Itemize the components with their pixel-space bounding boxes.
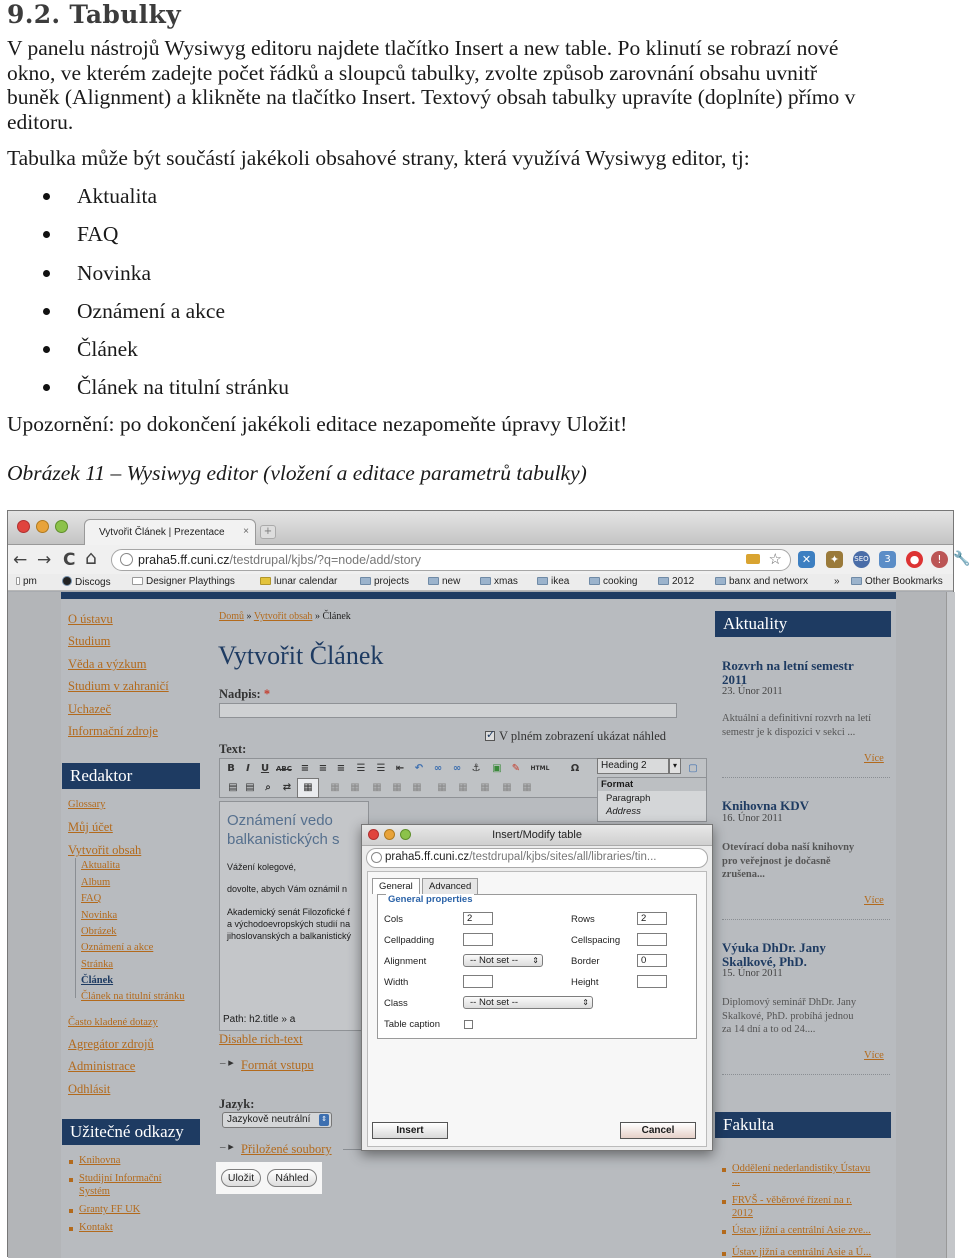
- list-item: Článek: [40, 333, 289, 371]
- divider: [722, 1074, 890, 1075]
- bookmark-pm[interactable]: pm: [16, 576, 37, 587]
- page-scrollbar[interactable]: [946, 592, 955, 1258]
- heading-select[interactable]: Heading 2 ▾: [597, 758, 669, 774]
- editor-line-1: Vážení kolegové,: [227, 862, 297, 872]
- align-center-icon[interactable]: ≡: [318, 763, 328, 774]
- browser-toolbar: [8, 545, 970, 575]
- nav-studium[interactable]: Studium: [68, 634, 111, 648]
- nav-agregator[interactable]: Agregátor zdrojů: [68, 1037, 154, 1051]
- forward-icon[interactable]: →: [37, 550, 52, 570]
- bookmarks-more-icon[interactable]: »: [834, 576, 840, 587]
- sub-nav-rule: [75, 858, 76, 998]
- usage-paragraph: Tabulka může být součástí jakékoli obsahové strany, která využívá Wysiwyg editor, tj:: [7, 146, 750, 170]
- link-sis[interactable]: Studijní Informační: [79, 1173, 162, 1184]
- bookmark-lunar[interactable]: lunar calendar: [260, 576, 337, 587]
- nav-administrace[interactable]: Administrace: [68, 1059, 136, 1073]
- nav-obrazek[interactable]: Obrázek: [81, 926, 117, 937]
- anchor-icon[interactable]: ⚓: [471, 763, 481, 774]
- general-properties: [377, 894, 697, 1039]
- page-icon: [16, 577, 20, 585]
- dialog-close-icon[interactable]: [368, 829, 379, 840]
- intro-line-1: V panelu nástrojů Wysiwyg editoru najdete tlačítko Insert a new table. Po klinutí se robrazí nové: [7, 36, 839, 60]
- cleanup-icon[interactable]: ✎: [511, 763, 521, 774]
- list-item: FAQ: [40, 218, 289, 256]
- table-props-icon[interactable]: ▦: [330, 782, 340, 793]
- cellspacing-input[interactable]: [637, 933, 667, 946]
- page-icon: [120, 553, 133, 566]
- aktuality-header: Aktuality: [715, 611, 891, 637]
- bold-icon[interactable]: B: [227, 763, 235, 774]
- page-icon: [132, 577, 143, 585]
- divider: [722, 777, 890, 778]
- class-label: Class: [384, 998, 408, 1009]
- tab-advanced[interactable]: Advanced: [422, 878, 478, 894]
- strike-icon[interactable]: ABC: [276, 765, 292, 773]
- tab-vytvorit-clanek[interactable]: Vytvořit Článek | Prezentace ×: [84, 519, 256, 546]
- collapse-dash: – ▸: [220, 1141, 234, 1153]
- align-right-icon[interactable]: ≡: [336, 763, 346, 774]
- rows-label: Rows: [571, 914, 595, 925]
- nav-clanek-titulni[interactable]: Článek na titulní stránku: [81, 991, 185, 1002]
- news-title-1[interactable]: Rozvrh na letní semestr 2011: [722, 658, 854, 687]
- useful-links-header: Užitečné odkazy: [62, 1119, 200, 1145]
- unlink-icon[interactable]: ∞: [452, 763, 462, 774]
- nav-faq[interactable]: FAQ: [81, 893, 102, 904]
- dialog-minimize-icon[interactable]: [384, 829, 395, 840]
- bookmark-2012[interactable]: 2012: [658, 576, 694, 587]
- dropdown-arrow-icon: ⇕: [319, 1114, 329, 1126]
- width-label: Width: [384, 977, 409, 988]
- nav-clanek[interactable]: Článek: [81, 975, 114, 986]
- wrench-icon[interactable]: 🔧: [953, 551, 970, 567]
- bookmark-projects[interactable]: projects: [360, 576, 409, 587]
- bookmark-discogs[interactable]: Discogs: [62, 576, 111, 588]
- cols-input[interactable]: 2: [463, 912, 493, 925]
- outdent-icon[interactable]: ⇤: [395, 763, 405, 774]
- replace-icon[interactable]: ⇄: [282, 782, 292, 793]
- list-item: Článek na titulní stránku: [40, 371, 289, 409]
- bullet-icon: [722, 1252, 726, 1256]
- editor-heading-line-1: Oznámení vedo: [227, 812, 333, 829]
- nav-novinka[interactable]: Novinka: [81, 910, 118, 921]
- nav-oznameni[interactable]: Oznámení a akce: [81, 942, 154, 953]
- window-titlebar: [8, 511, 953, 545]
- link-kontakt[interactable]: Kontakt: [79, 1222, 113, 1233]
- bullet-icon: [43, 308, 50, 315]
- bullet-icon: [69, 1227, 73, 1231]
- format-address[interactable]: Address: [606, 806, 641, 817]
- nav-aktualita[interactable]: Aktualita: [81, 860, 121, 871]
- bullet-icon: [43, 346, 50, 353]
- alignment-select[interactable]: -- Not set -- ⇕: [463, 954, 543, 967]
- ext-badge-icon[interactable]: 3: [879, 551, 896, 568]
- dropdown-arrow-icon[interactable]: ▾: [669, 758, 681, 774]
- cell-props-icon[interactable]: ▦: [372, 782, 382, 793]
- dialog-title: Insert/Modify table: [492, 829, 582, 841]
- numbered-list-icon[interactable]: ☰: [376, 763, 386, 774]
- discogs-icon: [62, 576, 72, 586]
- bookmark-ikea[interactable]: ikea: [537, 576, 569, 587]
- more-link-2[interactable]: Více: [864, 895, 884, 906]
- nav-zahranici[interactable]: Studium v zahraničí: [68, 679, 169, 693]
- nav-veda[interactable]: Věda a výzkum: [68, 657, 147, 671]
- tab-general[interactable]: General: [372, 878, 420, 894]
- fullscreen-icon[interactable]: ▢: [688, 763, 698, 774]
- reload-icon[interactable]: C: [63, 550, 76, 570]
- undo-icon[interactable]: ↶: [414, 763, 424, 774]
- align-left-icon[interactable]: ≡: [300, 763, 310, 774]
- nav-zdroje[interactable]: Informační zdroje: [68, 724, 158, 738]
- news-date-2: 16. Únor 2011: [722, 813, 783, 824]
- web-page: [8, 592, 953, 1258]
- omega-icon[interactable]: Ω: [570, 763, 580, 774]
- intro-line-4: editoru.: [7, 109, 74, 134]
- intro-line-3: buněk (Alignment) a klikněte na tlačítko Insert. Textový obsah tabulky upravíte (doplníte) přímo v: [7, 85, 856, 109]
- bookmark-new[interactable]: new: [428, 576, 460, 587]
- tab-close-icon[interactable]: ×: [243, 526, 249, 537]
- height-label: Height: [571, 977, 599, 988]
- find-icon[interactable]: ⌕: [265, 782, 271, 793]
- html-icon[interactable]: HTML: [530, 765, 550, 772]
- height-input[interactable]: [637, 975, 667, 988]
- cellspacing-label: Cellspacing: [571, 935, 621, 946]
- border-label: Border: [571, 956, 600, 967]
- caption-checkbox[interactable]: [464, 1020, 473, 1029]
- ext-puzzle-icon[interactable]: ✕: [798, 551, 815, 568]
- section-heading: 9.2. Tabulky: [7, 0, 181, 29]
- preview-checkbox[interactable]: ✓: [486, 728, 496, 741]
- back-icon[interactable]: ←: [13, 550, 28, 570]
- fakulta-link-2[interactable]: FRVŠ - věběrové řízení na r.: [732, 1195, 852, 1206]
- row-after-icon[interactable]: ▦: [412, 782, 422, 793]
- attachments-link[interactable]: Přiložené soubory: [241, 1142, 332, 1156]
- preview-label: V plném zobrazení ukázat náhled: [499, 729, 667, 743]
- news-date-3: 15. Únor 2011: [722, 968, 783, 979]
- bullet-icon: [43, 270, 50, 277]
- crumb-home[interactable]: Domů: [219, 611, 244, 622]
- select-arrow-icon: ⇕: [532, 956, 539, 965]
- new-tab-button[interactable]: +: [260, 525, 276, 539]
- folder-icon: [589, 577, 600, 585]
- editor-line-5: jihoslovanských a balkanistický: [227, 931, 352, 941]
- paste-text-icon[interactable]: ▤: [245, 782, 255, 793]
- insert-table-button[interactable]: [297, 778, 319, 798]
- format-menu-head: Format: [598, 778, 706, 791]
- fakulta-link-1[interactable]: Oddělení nederlandistiky Ústavu: [732, 1163, 871, 1174]
- news-title-3[interactable]: Výuka DhDr. Jany Skalkové, PhD.: [722, 940, 826, 969]
- col-after-icon[interactable]: ▦: [458, 782, 468, 793]
- fakulta-link-4[interactable]: Ústav jižní a centrální Asie a Ú...: [732, 1247, 872, 1258]
- minimize-window-icon[interactable]: [36, 520, 49, 533]
- border-input[interactable]: 0: [637, 954, 667, 967]
- close-window-icon[interactable]: [17, 520, 30, 533]
- divider: [722, 919, 890, 920]
- editor-line-3: Akademický senát Filozofické f: [227, 907, 351, 917]
- ext-seo-icon[interactable]: SEO: [853, 551, 870, 568]
- row-props-icon[interactable]: ▦: [350, 782, 360, 793]
- folder-icon: [537, 577, 548, 585]
- input-format-link[interactable]: Formát vstupu: [241, 1058, 314, 1072]
- fakulta-link-2b[interactable]: 2012: [732, 1208, 753, 1219]
- news-text-1: Aktuální a definitivní rozvrh na letí semestr je k dispozici v sekci ...: [722, 713, 871, 738]
- browser-screenshot: [7, 510, 970, 1258]
- save-button[interactable]: Uložit: [221, 1169, 261, 1187]
- alignment-label: Alignment: [384, 956, 427, 967]
- more-link-1[interactable]: Více: [864, 753, 884, 764]
- ext-colorful-icon[interactable]: [746, 554, 760, 564]
- table-icon: ▦: [303, 782, 313, 793]
- language-select[interactable]: Jazykově neutrální ⇕: [222, 1112, 332, 1128]
- delete-col-icon[interactable]: ▦: [522, 782, 532, 793]
- language-label: Jazyk:: [219, 1097, 255, 1111]
- editor-heading-line-2: balkanistických s: [227, 831, 340, 848]
- nav-o-ustavu[interactable]: O ústavu: [68, 612, 113, 626]
- redaktor-header: Redaktor: [62, 763, 200, 789]
- link-sis-2[interactable]: Systém: [79, 1186, 110, 1197]
- zoom-window-icon[interactable]: [55, 520, 68, 533]
- editor-line-4: a východoevropských studií na: [227, 919, 351, 929]
- insert-table-dialog: [361, 824, 713, 1151]
- dialog-titlebar: [362, 825, 712, 846]
- link-granty[interactable]: Granty FF UK: [79, 1204, 141, 1215]
- page-title: Vytvořit Článek: [218, 641, 384, 670]
- nav-faq-dotazy[interactable]: Často kladené dotazy: [68, 1017, 158, 1028]
- caption-label: Table caption: [384, 1019, 440, 1030]
- bullet-icon: [43, 384, 50, 391]
- address-bar[interactable]: praha5.ff.cuni.cz/testdrupal/kjbs/?q=node/add/story ☆: [111, 549, 791, 571]
- format-menu: [597, 777, 707, 822]
- bullet-icon: [43, 193, 50, 200]
- editor-path: Path: h2.title » a: [223, 1014, 296, 1025]
- title-label: Nadpis: *: [219, 687, 271, 701]
- col-before-icon[interactable]: ▦: [437, 782, 447, 793]
- fakulta-header: Fakulta: [715, 1112, 891, 1138]
- folder-icon: [428, 577, 439, 585]
- cancel-button[interactable]: Cancel: [620, 1122, 696, 1139]
- news-text-3: Diplomový seminář DhDr. Jany Skalkové, PhD. probíhá jednou za 14 dní a to od 24....: [722, 997, 857, 1035]
- editor-body[interactable]: [219, 801, 369, 1031]
- paste-icon[interactable]: ▤: [228, 782, 238, 793]
- ext-tool-icon[interactable]: ✦: [826, 551, 843, 568]
- dialog-zoom-icon[interactable]: [400, 829, 411, 840]
- ext-record-icon[interactable]: ●: [906, 551, 923, 568]
- news-text-2: Otevírací doba naší knihovny pro veřejnost je dočasně zrušena...: [722, 842, 855, 880]
- news-date-1: 23. Únor 2011: [722, 686, 783, 697]
- insert-button[interactable]: Insert: [372, 1122, 448, 1139]
- home-icon[interactable]: ⌂: [85, 547, 98, 569]
- other-bookmarks[interactable]: Other Bookmarks: [851, 576, 943, 587]
- image-icon[interactable]: ▣: [492, 763, 502, 774]
- editor-line-2: dovolte, abych Vám oznámil n: [227, 884, 348, 894]
- italic-icon[interactable]: I: [246, 763, 250, 774]
- class-select[interactable]: -- Not set -- ⇕: [463, 996, 593, 1009]
- content-type-list: [40, 180, 289, 410]
- nav-glossary[interactable]: Glossary: [68, 799, 106, 810]
- text-label: Text:: [219, 742, 247, 756]
- news-title-2[interactable]: Knihovna KDV: [722, 798, 810, 813]
- bullet-icon: [69, 1209, 73, 1213]
- crumb-create[interactable]: Vytvořit obsah: [253, 611, 313, 622]
- width-input[interactable]: [463, 975, 493, 988]
- title-input[interactable]: [219, 703, 677, 718]
- bullet-icon: [43, 231, 50, 238]
- site-top-strip: [61, 592, 896, 599]
- bookmark-designer[interactable]: Designer Playthings: [132, 576, 242, 587]
- page-icon: [371, 852, 382, 863]
- disable-rich-text-link[interactable]: Disable rich-text: [219, 1032, 303, 1046]
- merge-icon[interactable]: ▦: [502, 782, 512, 793]
- cellpadding-label: Cellpadding: [384, 935, 435, 946]
- bullet-icon: [722, 1200, 726, 1204]
- preview-button[interactable]: Náhled: [267, 1169, 317, 1187]
- nav-muj-ucet[interactable]: Můj účet: [68, 820, 113, 834]
- fakulta-link-3[interactable]: Ústav jižní a centrální Asie zve...: [732, 1225, 871, 1236]
- list-item: Novinka: [40, 257, 289, 295]
- rows-input[interactable]: 2: [637, 912, 667, 925]
- format-paragraph[interactable]: Paragraph: [606, 793, 651, 804]
- nav-stranka[interactable]: Stránka: [81, 959, 114, 970]
- breadcrumb: Domů » Vytvořit obsah » Článek: [219, 611, 351, 622]
- nav-uchazec[interactable]: Uchazeč: [68, 702, 112, 716]
- more-link-3[interactable]: Více: [864, 1050, 884, 1061]
- folder-icon: [658, 577, 669, 585]
- warning-note: Upozornění: po dokončení jakékoli editace nezapomeňte úpravy Uložit!: [7, 412, 628, 436]
- star-icon: [260, 577, 271, 585]
- bullet-list-icon[interactable]: ☰: [356, 763, 366, 774]
- nav-odhlasit[interactable]: Odhlásit: [68, 1082, 111, 1096]
- select-arrow-icon: ⇕: [582, 998, 589, 1007]
- nav-album[interactable]: Album: [81, 877, 111, 888]
- link-knihovna[interactable]: Knihovna: [79, 1155, 121, 1166]
- underline-icon[interactable]: U: [260, 763, 270, 774]
- bookmarks-bar: [8, 574, 953, 591]
- bullet-icon: [722, 1168, 726, 1172]
- list-item: Oznámení a akce: [40, 295, 289, 333]
- bookmark-star-icon[interactable]: ☆: [768, 551, 782, 568]
- split-icon[interactable]: ▦: [480, 782, 490, 793]
- cellpadding-input[interactable]: [463, 933, 493, 946]
- link-icon[interactable]: ∞: [433, 763, 443, 774]
- general-properties-legend: General properties: [388, 894, 473, 905]
- bookmark-xmas[interactable]: xmas: [480, 576, 518, 587]
- dialog-url-bar: praha5.ff.cuni.cz/testdrupal/kjbs/sites/all/libraries/tin...: [366, 848, 708, 868]
- folder-icon: [851, 577, 862, 585]
- bookmark-banx[interactable]: banx and networx: [715, 576, 808, 587]
- dialog-body: [367, 871, 707, 1147]
- folder-icon: [360, 577, 371, 585]
- collapse-dash: – ▸: [220, 1057, 234, 1069]
- figure-caption: Obrázek 11 – Wysiwyg editor (vložení a editace parametrů tabulky): [7, 461, 587, 485]
- bullet-icon: [69, 1178, 73, 1182]
- folder-icon: [480, 577, 491, 585]
- list-item: Aktualita: [40, 180, 289, 218]
- folder-icon: [715, 577, 726, 585]
- intro-line-2: okno, ve kterém zadejte počet řádků a sloupců tabulky, zvolte způsob zarovnání obsahu uvnitř: [7, 60, 817, 85]
- cols-label: Cols: [384, 914, 404, 925]
- bullet-icon: [722, 1230, 726, 1234]
- ext-stop-icon[interactable]: !: [931, 551, 948, 568]
- fakulta-link-1b[interactable]: ...: [732, 1176, 740, 1187]
- bookmark-cooking[interactable]: cooking: [589, 576, 637, 587]
- nav-vytvorit-obsah[interactable]: Vytvořit obsah: [68, 843, 142, 857]
- bullet-icon: [69, 1160, 73, 1164]
- row-before-icon[interactable]: ▦: [392, 782, 402, 793]
